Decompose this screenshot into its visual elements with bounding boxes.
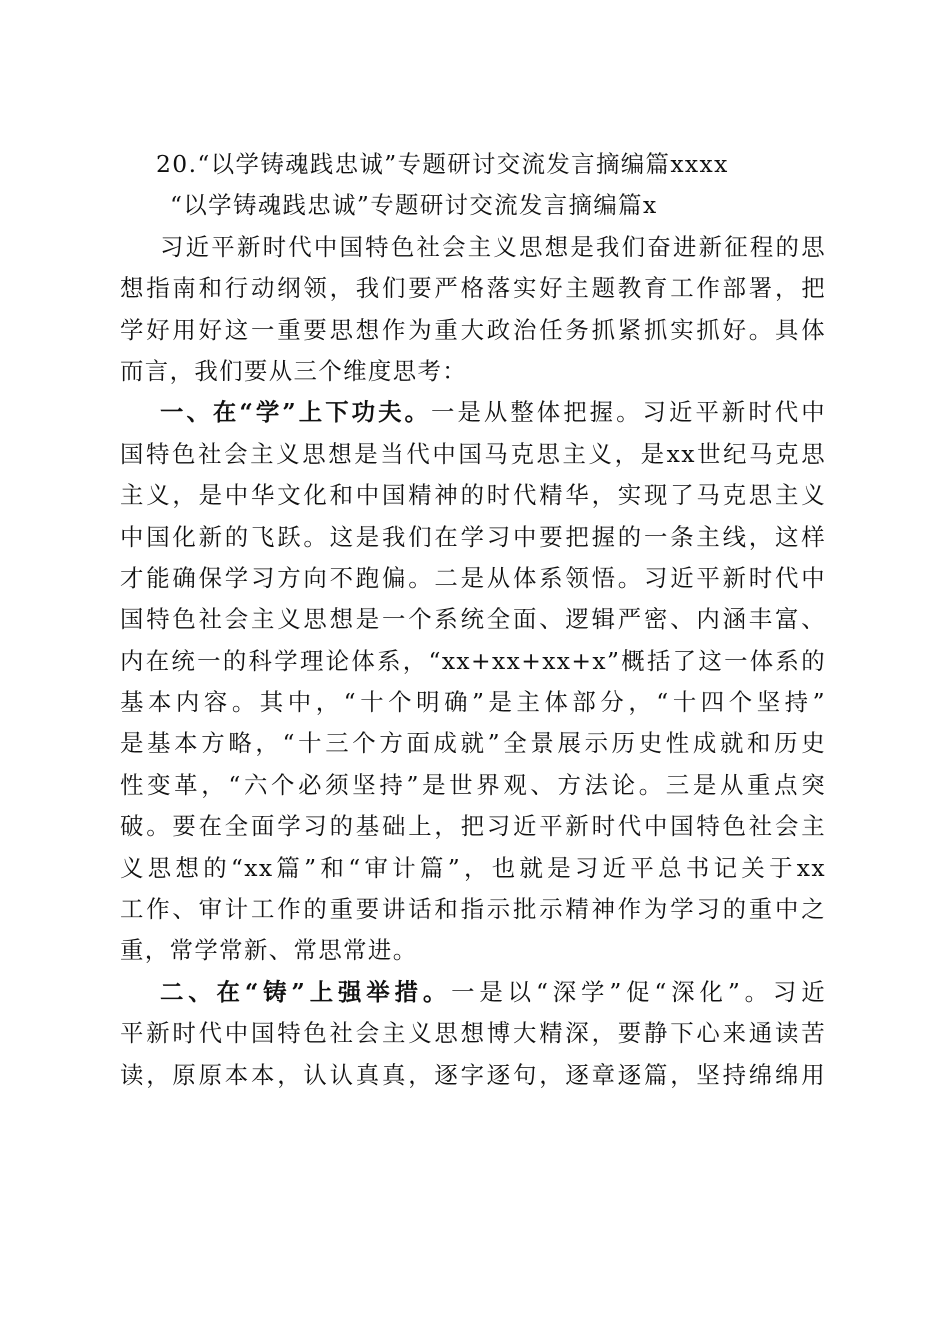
section-1-paragraph xyxy=(120,392,826,971)
paragraph-line: 平新时代中国特色社会主义思想博大精深，要静下心来通读苦 xyxy=(120,1019,826,1048)
intro-paragraph xyxy=(120,227,826,393)
paragraph-line: 想指南和行动纲领，我们要严格落实好主题教育工作部署，把 xyxy=(120,274,826,303)
paragraph-line: 内在统一的科学理论体系，“xx+xx+xx+x”概括了这一体系的 xyxy=(120,646,826,675)
section-2-heading: 二、在“铸”上强举措。 xyxy=(160,977,452,1006)
paragraph-line xyxy=(120,392,826,433)
paragraph-line: 国特色社会主义思想是一个系统全面、逻辑严密、内涵丰富、 xyxy=(120,605,826,634)
paragraph-line: 工作、审计工作的重要讲话和指示批示精神作为学习的重中之 xyxy=(120,895,826,924)
paragraph-line: 是基本方略，“十三个方面成就”全景展示历史性成就和历史 xyxy=(120,729,826,758)
paragraph-text: 一是从整体把握。习近平新时代中 xyxy=(431,398,826,427)
paragraph-line: 学好用好这一重要思想作为重大政治任务抓紧抓实抓好。具体 xyxy=(120,315,826,344)
paragraph-line: 基本内容。其中，“十个明确”是主体部分，“十四个坚持” xyxy=(120,688,826,717)
paragraph-line: 性变革，“六个必须坚持”是世界观、方法论。三是从重点突 xyxy=(120,770,826,799)
paragraph-line: 读，原原本本，认认真真，逐字逐句，逐章逐篇，坚持绵绵用 xyxy=(120,1060,826,1089)
paragraph-line: 破。要在全面学习的基础上，把习近平新时代中国特色社会主 xyxy=(120,812,826,841)
paragraph-text: 一是以“深学”促“深化”。习近 xyxy=(451,977,826,1006)
paragraph-line xyxy=(120,972,826,1013)
section-2-paragraph xyxy=(120,972,826,1096)
section-1-heading: 一、在“学”上下功夫。 xyxy=(160,398,432,427)
paragraph-line: 国特色社会主义思想是当代中国马克思主义，是xx世纪马克思 xyxy=(120,439,826,468)
paragraph-line: 而言，我们要从三个维度思考： xyxy=(120,356,468,385)
paragraph-line: 才能确保学习方向不跑偏。二是从体系领悟。习近平新时代中 xyxy=(120,563,826,592)
paragraph-line: 主义，是中华文化和中国精神的时代精华，实现了马克思主义 xyxy=(120,481,826,510)
paragraph-line: 义思想的“xx篇”和“审计篇”，也就是习近平总书记关于xx xyxy=(120,853,826,882)
document-subtitle: “以学铸魂践忠诚”专题研讨交流发言摘编篇x xyxy=(170,191,658,220)
document-page xyxy=(120,144,826,1096)
paragraph-line: 中国化新的飞跃。这是我们在学习中要把握的一条主线，这样 xyxy=(120,522,826,551)
paragraph-line: 重，常学常新、常思常进。 xyxy=(120,936,418,965)
document-title: 20.“以学铸魂践忠诚”专题研讨交流发言摘编篇xxxx xyxy=(156,150,729,178)
paragraph-line: 习近平新时代中国特色社会主义思想是我们奋进新征程的思 xyxy=(160,232,826,261)
